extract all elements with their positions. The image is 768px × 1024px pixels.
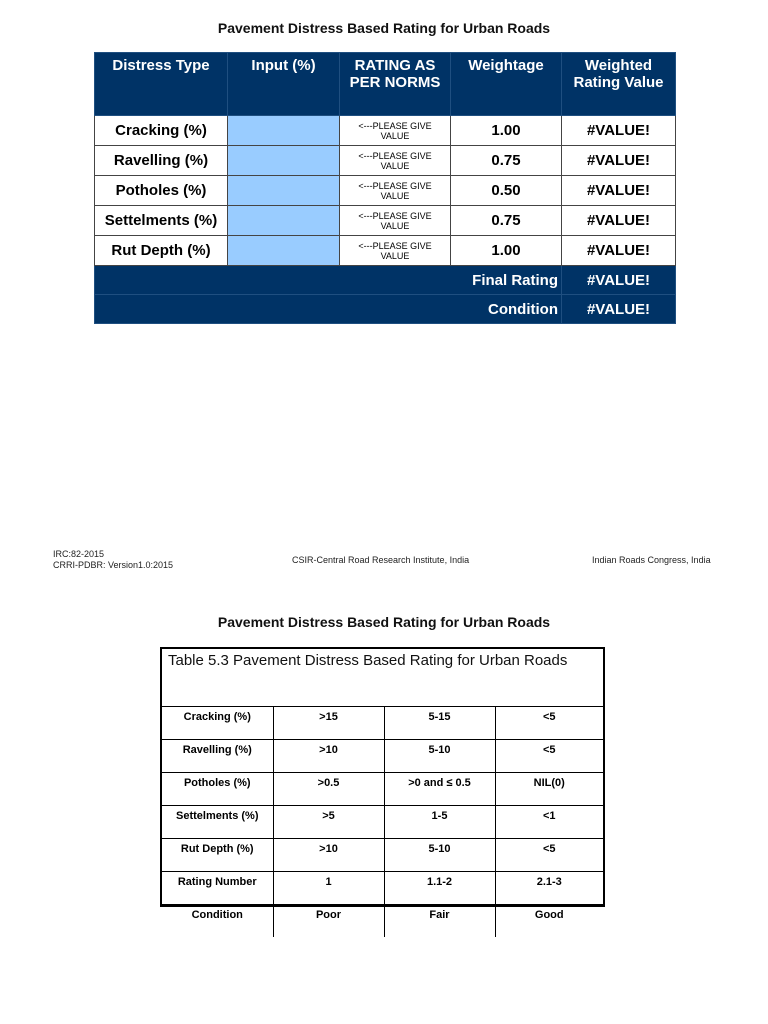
- rating-prompt-line2: VALUE: [380, 131, 410, 141]
- reference-cell: <1: [495, 806, 603, 839]
- reference-cell: 1-5: [384, 806, 495, 839]
- calculator-row-potholes: [95, 176, 676, 206]
- reference-row-potholes: [162, 773, 603, 806]
- weightage-cell: 1.00: [451, 116, 562, 146]
- rating-prompt-cell: [340, 116, 451, 146]
- distress-type-cell: Cracking (%): [95, 116, 228, 146]
- potholes-input-cell[interactable]: [228, 176, 340, 206]
- header-distress-type: Distress Type: [95, 53, 228, 116]
- weightage-cell: 0.75: [451, 146, 562, 176]
- reference-row-settlements: [162, 806, 603, 839]
- reference-cell: 5-10: [384, 740, 495, 773]
- reference-cell: NIL(0): [495, 773, 603, 806]
- rating-prompt-cell: [340, 236, 451, 266]
- reference-table-caption: Table 5.3 Pavement Distress Based Rating for Urban Roads: [168, 652, 568, 669]
- rating-prompt-line1: <---PLEASE GIVE: [358, 241, 432, 251]
- rating-prompt-cell: [340, 206, 451, 236]
- header-weightage: Weightage: [451, 53, 562, 116]
- calculator-row-ravelling: [95, 146, 676, 176]
- rating-prompt-cell: [340, 146, 451, 176]
- footer-irc-code: IRC:82-2015: [53, 549, 105, 559]
- rating-prompt-cell: [340, 176, 451, 206]
- final-rating-row: [95, 266, 676, 295]
- reference-cell: >0.5: [273, 773, 384, 806]
- reference-cell: >10: [273, 740, 384, 773]
- reference-row-condition: [162, 905, 603, 938]
- condition-spacer: [95, 295, 340, 324]
- rating-calculator-table: [94, 52, 676, 324]
- footer-congress: Indian Roads Congress, India: [592, 555, 711, 565]
- reference-cell: 5-10: [384, 839, 495, 872]
- reference-row-rating-number: [162, 872, 603, 905]
- reference-cell: Good: [495, 905, 603, 938]
- distress-type-cell: Settelments (%): [95, 206, 228, 236]
- header-input: Input (%): [228, 53, 340, 116]
- rating-prompt-line2: VALUE: [380, 251, 410, 261]
- final-rating-value: #VALUE!: [562, 266, 676, 295]
- weighted-value-cell: #VALUE!: [562, 176, 676, 206]
- reference-row-rut-depth: [162, 839, 603, 872]
- weighted-value-cell: #VALUE!: [562, 146, 676, 176]
- rating-prompt-line2: VALUE: [380, 221, 410, 231]
- reference-cell: 1.1-2: [384, 872, 495, 905]
- reference-cell: Settelments (%): [162, 806, 273, 839]
- reference-cell: Rut Depth (%): [162, 839, 273, 872]
- reference-cell: >10: [273, 839, 384, 872]
- settlements-input-cell[interactable]: [228, 206, 340, 236]
- reference-cell: 5-15: [384, 707, 495, 740]
- rating-prompt-line1: <---PLEASE GIVE: [358, 121, 432, 131]
- distress-type-cell: Rut Depth (%): [95, 236, 228, 266]
- page-title: Pavement Distress Based Rating for Urban Roads: [217, 20, 551, 36]
- reference-cell: >15: [273, 707, 384, 740]
- reference-cell: <5: [495, 707, 603, 740]
- reference-cell: Ravelling (%): [162, 740, 273, 773]
- reference-row-cracking: [162, 707, 603, 740]
- weighted-value-cell: #VALUE!: [562, 236, 676, 266]
- header-weighted-line1: Weighted: [584, 57, 653, 74]
- reference-cell: Rating Number: [162, 872, 273, 905]
- reference-cell: >5: [273, 806, 384, 839]
- reference-cell: Condition: [162, 905, 273, 938]
- reference-row-ravelling: [162, 740, 603, 773]
- reference-cell: Cracking (%): [162, 707, 273, 740]
- weighted-value-cell: #VALUE!: [562, 206, 676, 236]
- reference-cell: Potholes (%): [162, 773, 273, 806]
- reference-cell: Poor: [273, 905, 384, 938]
- ravelling-input-cell[interactable]: [228, 146, 340, 176]
- rating-prompt-line1: <---PLEASE GIVE: [358, 211, 432, 221]
- page-title-repeat: Pavement Distress Based Rating for Urban Roads: [217, 614, 551, 630]
- footer-document-id: [53, 549, 173, 571]
- cracking-input-cell[interactable]: [228, 116, 340, 146]
- header-rating-line2: PER NORMS: [349, 74, 441, 91]
- calculator-row-cracking: [95, 116, 676, 146]
- weighted-value-cell: #VALUE!: [562, 116, 676, 146]
- final-rating-label: Final Rating: [340, 266, 562, 295]
- reference-cell: <5: [495, 839, 603, 872]
- weightage-cell: 0.50: [451, 176, 562, 206]
- calculator-header-row: [95, 53, 676, 116]
- reference-cell: 1: [273, 872, 384, 905]
- final-rating-spacer: [95, 266, 340, 295]
- header-rating-as-per-norms: [340, 53, 451, 116]
- rating-prompt-line2: VALUE: [380, 191, 410, 201]
- condition-row: [95, 295, 676, 324]
- condition-value: #VALUE!: [562, 295, 676, 324]
- footer-institute: CSIR-Central Road Research Institute, India: [292, 555, 470, 565]
- reference-cell: >0 and ≤ 0.5: [384, 773, 495, 806]
- weightage-cell: 1.00: [451, 236, 562, 266]
- header-weighted-rating-value: [562, 53, 676, 116]
- distress-type-cell: Ravelling (%): [95, 146, 228, 176]
- condition-label: Condition: [340, 295, 562, 324]
- reference-table: [162, 706, 603, 937]
- reference-table-box: [160, 647, 605, 921]
- distress-type-cell: Potholes (%): [95, 176, 228, 206]
- header-rating-line1: RATING AS: [354, 57, 436, 74]
- reference-cell: Fair: [384, 905, 495, 938]
- reference-cell: <5: [495, 740, 603, 773]
- reference-cell: 2.1-3: [495, 872, 603, 905]
- rating-prompt-line2: VALUE: [380, 161, 410, 171]
- rating-prompt-line1: <---PLEASE GIVE: [358, 181, 432, 191]
- weightage-cell: 0.75: [451, 206, 562, 236]
- header-weighted-line2: Rating Value: [573, 74, 664, 91]
- rating-prompt-line1: <---PLEASE GIVE: [358, 151, 432, 161]
- calculator-row-rut-depth: [95, 236, 676, 266]
- rut-depth-input-cell[interactable]: [228, 236, 340, 266]
- footer-version: CRRI-PDBR: Version1.0:2015: [53, 560, 174, 570]
- calculator-row-settlements: [95, 206, 676, 236]
